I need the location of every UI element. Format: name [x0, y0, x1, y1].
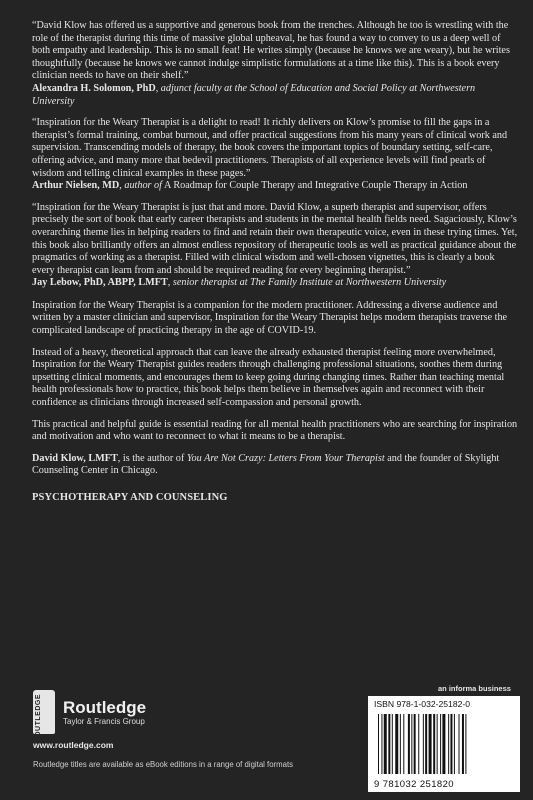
barcode-icon — [376, 714, 512, 774]
reviewer-role: adjunct faculty at the School of Education and Social Policy at Northwestern University — [32, 82, 476, 107]
isbn-number: ISBN 978-1-032-25182-0 — [374, 699, 471, 709]
review-quote: “Inspiration for the Weary Therapist is a delight to read! It richly delivers on Klow’s promise to fill the gaps in a therapist’s formal training, combat burnout, and offer practical suggestions from his many years of clinical work and supervision. Transcending models of therapy, the book covers the important topics of boundary setting, self-care, offering advice, and many more that bedevil practitioners. Therapists of all experience levels will find pearls of wisdom and telling clinical examples in these pages.” — [32, 117, 508, 179]
description-paragraph: Inspiration for the Weary Therapist is a companion for the modern practitioner. Addressing a diverse audience and written by a master clinician and supervisor, Inspiration for the Weary Therapist helps modern therapists traverse the complicated landscape of practicing therapy in the age of COVID-19. — [32, 299, 508, 337]
description-paragraph: This practical and helpful guide is essential reading for all mental health practitioners who are searching for inspiration and motivation and who want to reconnect to what it means to be a therapist. — [32, 418, 518, 443]
cover-footer — [0, 660, 533, 800]
informa-business-label: an informa business — [438, 684, 511, 693]
author-book-title: You Are Not Crazy: Letters From Your Therapist — [186, 452, 385, 464]
reviewer-work: A Roadmap for Couple Therapy and Integrative Couple Therapy in Action — [162, 180, 468, 192]
reviewer-name: Jay Lebow, PhD, ABPP, LMFT — [32, 277, 168, 289]
publisher-logo — [33, 690, 147, 743]
publisher-name: Routledge — [63, 698, 147, 717]
publisher-group: Taylor & Francis Group — [63, 717, 145, 726]
reviewer-role: senior therapist at The Family Institute at Northwestern University — [172, 277, 447, 289]
review-3 — [32, 202, 519, 290]
review-attribution: Alexandra H. Solomon, PhD, adjunct faculty at the School of Education and Social Policy at Northwestern University — [32, 82, 476, 107]
review-2 — [32, 117, 519, 193]
barcode-number: 9 781032 251820 — [374, 779, 454, 790]
author-name: David Klow, LMFT — [32, 452, 118, 464]
category-label: PSYCHOTHERAPY AND COUNSELING — [32, 492, 228, 503]
review-quote: “Inspiration for the Weary Therapist is just that and more. David Klow, a superb therapist and supervisor, offers precisely the sort of book that early career therapists and students in the mental health fields need. Sagaciously, Klow’s overarching theme lies in helping readers to find and retain their own therapeutic voice, even in these trying times. Yet, this book also brilliantly offers an almost endless repository of therapeutic tools as well as practical guidance about the pragmatics of working as a therapist. Filled with clinical wisdom and well-chosen vignettes, this is clearly a book every therapist can learn from and should be required reading for every beginning therapist.” — [32, 201, 518, 276]
isbn-barcode — [368, 696, 520, 792]
review-1 — [32, 20, 519, 108]
author-bio: David Klow, LMFT, is the author of You Are Not Crazy: Letters From Your Therapist and the founder of Skylight Counseling Center in Chicago. — [32, 452, 500, 477]
back-cover-text — [32, 20, 519, 505]
publisher-url[interactable]: www.routledge.com — [33, 740, 114, 750]
routledge-logo-icon: ROUTLEDGE — [33, 690, 55, 734]
reviewer-name: Arthur Nielsen, MD — [32, 180, 120, 192]
review-attribution: Jay Lebow, PhD, ABPP, LMFT, senior therapist at The Family Institute at Northwestern University — [32, 277, 447, 289]
reviewer-name: Alexandra H. Solomon, PhD — [32, 82, 156, 94]
ebook-note: Routledge titles are available as eBook editions in a range of digital formats — [33, 760, 294, 769]
description-paragraph: Instead of a heavy, theoretical approach that can leave the already exhausted therapist feeling more overwhelmed, Inspiration for the Weary Therapist guides readers through challenging professional situations, soothes them during upsetting clinical moments, and encourages them to keep going during changing times. Rather than teaching mental health professionals how to practice, this book helps them believe in themselves again and reconnect with their confidence as clinicians through increased self-compassion and personal growth. — [32, 346, 505, 409]
reviewer-role: author of — [124, 180, 162, 192]
review-attribution: Arthur Nielsen, MD, author of A Roadmap for Couple Therapy and Integrative Couple Therapy in Action — [32, 180, 468, 192]
review-quote: “David Klow has offered us a supportive and generous book from the trenches. Although he too is wrestling with the role of the therapist during this time of massive global upheaval, he has found a way to convey to us a deep well of both empathy and leadership. This is no small feat! He writes simply (because he knows we are weary), but he writes thoughtfully (because he knows we cannot indulge simplistic formulations at a time like this). This is a book every clinician needs to have on their shelf.” — [32, 20, 510, 82]
